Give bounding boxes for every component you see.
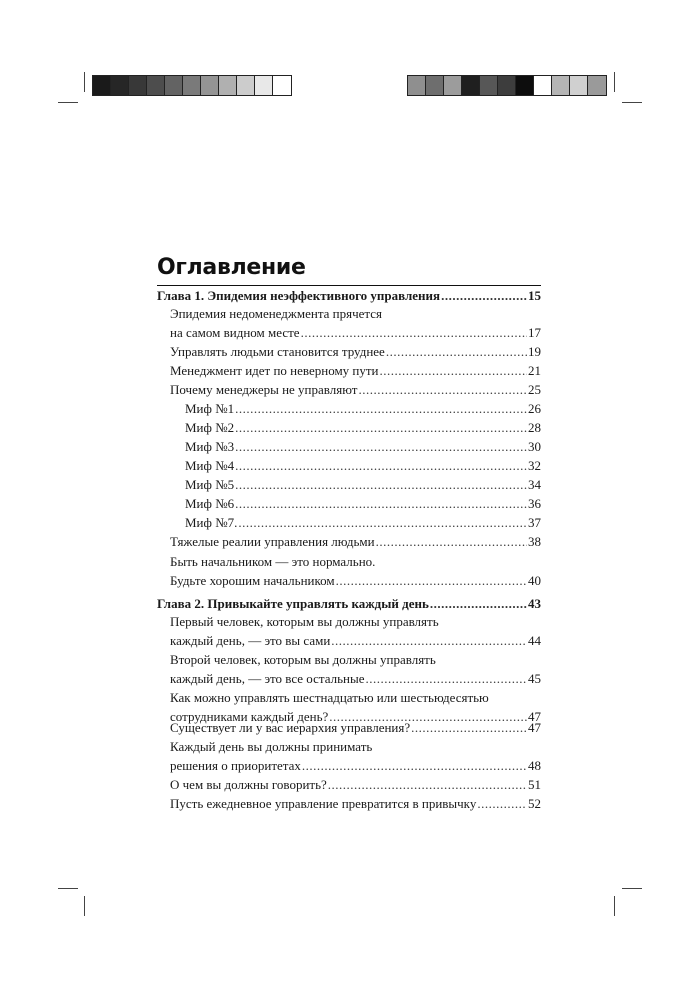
toc-entry-title: О чем вы должны говорить? <box>170 777 327 792</box>
color-swatch <box>273 76 291 95</box>
toc-entry-title: Будьте хорошим начальником <box>170 573 335 588</box>
toc-entry-title: Миф №5 <box>185 477 235 492</box>
toc-entry-title-line: Первый человек, которым вы должны управлять <box>170 614 439 629</box>
dot-leader <box>235 458 527 474</box>
page-number: 34 <box>528 477 541 492</box>
color-swatch <box>219 76 237 95</box>
page-number: 30 <box>528 439 541 454</box>
color-swatch <box>93 76 111 95</box>
page-number: 43 <box>528 596 541 611</box>
dot-leader <box>477 796 527 812</box>
page-number: 37 <box>528 515 541 530</box>
color-swatch <box>255 76 273 95</box>
dot-leader <box>411 720 527 736</box>
color-swatch <box>516 76 534 95</box>
page-number: 36 <box>528 496 541 511</box>
crop-mark <box>84 72 85 92</box>
toc-entry-title-line: Эпидемия недоменеджмента прячется <box>170 306 383 321</box>
page-number: 52 <box>528 796 541 811</box>
toc-section-entry[interactable] <box>170 554 541 589</box>
page-number: 47 <box>528 720 541 735</box>
toc-section-entry[interactable] <box>170 777 541 793</box>
title-rule <box>157 285 541 286</box>
toc-entry-title-line: Быть начальником — это нормально. <box>170 554 376 569</box>
page-number: 45 <box>528 671 541 686</box>
toc-entry-title: на самом видном месте <box>170 325 300 340</box>
color-swatch <box>480 76 498 95</box>
color-swatch <box>408 76 426 95</box>
toc-entry-title: решения о приоритетах <box>170 758 301 773</box>
page-number: 17 <box>528 325 541 340</box>
toc-entry-title: каждый день, — это все остальные <box>170 671 365 686</box>
dot-leader <box>441 288 527 304</box>
toc-subsection-entry[interactable] <box>185 496 541 512</box>
toc-entry-title: Миф №3 <box>185 439 235 454</box>
toc-entry-title-line: Как можно управлять шестнадцатью или шестьюдесятью <box>170 690 489 705</box>
color-swatch <box>462 76 480 95</box>
crop-mark <box>614 72 615 92</box>
page-number: 51 <box>528 777 541 792</box>
toc-entry-title: Глава 2. Привыкайте управлять каждый день <box>157 596 429 611</box>
toc-entry-title-line: Каждый день вы должны принимать <box>170 739 373 754</box>
toc-section-entry[interactable] <box>170 344 541 360</box>
page-number: 48 <box>528 758 541 773</box>
page-number: 19 <box>528 344 541 359</box>
dot-leader <box>376 534 527 550</box>
dot-leader <box>238 515 527 531</box>
crop-mark <box>58 102 78 103</box>
crop-mark <box>58 888 78 889</box>
page-number: 47 <box>528 709 541 724</box>
toc-section-entry[interactable] <box>170 739 541 774</box>
toc-entry-title: сотрудниками каждый день? <box>170 709 329 724</box>
toc-subsection-entry[interactable] <box>185 420 541 436</box>
color-swatch <box>444 76 462 95</box>
toc-entry-title: Миф №6 <box>185 496 235 511</box>
color-swatch <box>147 76 165 95</box>
dot-leader <box>235 477 527 493</box>
page-number: 38 <box>528 534 541 549</box>
page-number: 28 <box>528 420 541 435</box>
toc-section-entry[interactable] <box>170 652 541 687</box>
dot-leader <box>328 777 527 793</box>
toc-chapter-entry[interactable] <box>157 596 541 612</box>
color-swatch <box>552 76 570 95</box>
page-number: 26 <box>528 401 541 416</box>
dot-leader <box>380 363 527 379</box>
crop-mark <box>622 102 642 103</box>
dot-leader <box>235 496 527 512</box>
toc-subsection-entry[interactable] <box>185 515 541 531</box>
toc-subsection-entry[interactable] <box>185 401 541 417</box>
crop-mark <box>84 896 85 916</box>
toc-subsection-entry[interactable] <box>185 458 541 474</box>
toc-entry-title: Управлять людьми становится труднее <box>170 344 385 359</box>
dot-leader <box>235 401 527 417</box>
dot-leader <box>331 633 527 649</box>
toc-entry-title: Тяжелые реалии управления людьми <box>170 534 375 549</box>
dot-leader <box>336 573 527 589</box>
toc-section-entry[interactable] <box>170 306 541 341</box>
toc-entry-title: Менеджмент идет по неверному пути <box>170 363 379 378</box>
page-number: 40 <box>528 573 541 588</box>
toc-entry-title: Миф №7. <box>185 515 238 530</box>
toc-entry-title: Миф №4 <box>185 458 235 473</box>
color-swatch <box>129 76 147 95</box>
color-swatch <box>534 76 552 95</box>
page-number: 32 <box>528 458 541 473</box>
toc-entry-title-line: Второй человек, которым вы должны управлять <box>170 652 436 667</box>
toc-entry-title: каждый день, — это вы сами <box>170 633 331 648</box>
toc-entry-title: Миф №2 <box>185 420 235 435</box>
toc-section-entry[interactable] <box>170 382 541 398</box>
dot-leader <box>235 439 527 455</box>
color-swatch <box>498 76 516 95</box>
page-title: Оглавление <box>157 255 306 280</box>
dot-leader <box>301 325 527 341</box>
color-swatch <box>165 76 183 95</box>
dot-leader <box>366 671 528 687</box>
color-calibration-bar-left <box>92 75 292 96</box>
toc-entry-title: Глава 1. Эпидемия неэффективного управления <box>157 288 441 303</box>
toc-section-entry[interactable] <box>170 614 541 649</box>
dot-leader <box>302 758 527 774</box>
dot-leader <box>235 420 527 436</box>
dot-leader <box>430 596 527 612</box>
color-calibration-bar-right <box>407 75 607 96</box>
toc-entry-title: Миф №1 <box>185 401 235 416</box>
toc-section-entry[interactable] <box>170 796 541 812</box>
toc-section-entry[interactable] <box>170 363 541 379</box>
color-swatch <box>111 76 129 95</box>
crop-mark <box>614 896 615 916</box>
page-number: 15 <box>528 288 541 303</box>
toc-chapter-entry[interactable] <box>157 288 541 304</box>
crop-mark <box>622 888 642 889</box>
toc-entry-title: Пусть ежедневное управление превратится в привычку <box>170 796 477 811</box>
page-number: 44 <box>528 633 541 648</box>
toc-subsection-entry[interactable] <box>185 439 541 455</box>
color-swatch <box>588 76 606 95</box>
toc-entry-title: Почему менеджеры не управляют <box>170 382 358 397</box>
toc-section-entry[interactable] <box>170 534 541 550</box>
toc-section-entry[interactable] <box>170 720 541 736</box>
color-swatch <box>426 76 444 95</box>
dot-leader <box>358 382 527 398</box>
page-number: 25 <box>528 382 541 397</box>
page-number: 21 <box>528 363 541 378</box>
dot-leader <box>386 344 527 360</box>
toc-subsection-entry[interactable] <box>185 477 541 493</box>
toc-entry-title: Существует ли у вас иерархия управления? <box>170 720 411 735</box>
color-swatch <box>237 76 255 95</box>
color-swatch <box>570 76 588 95</box>
color-swatch <box>201 76 219 95</box>
color-swatch <box>183 76 201 95</box>
